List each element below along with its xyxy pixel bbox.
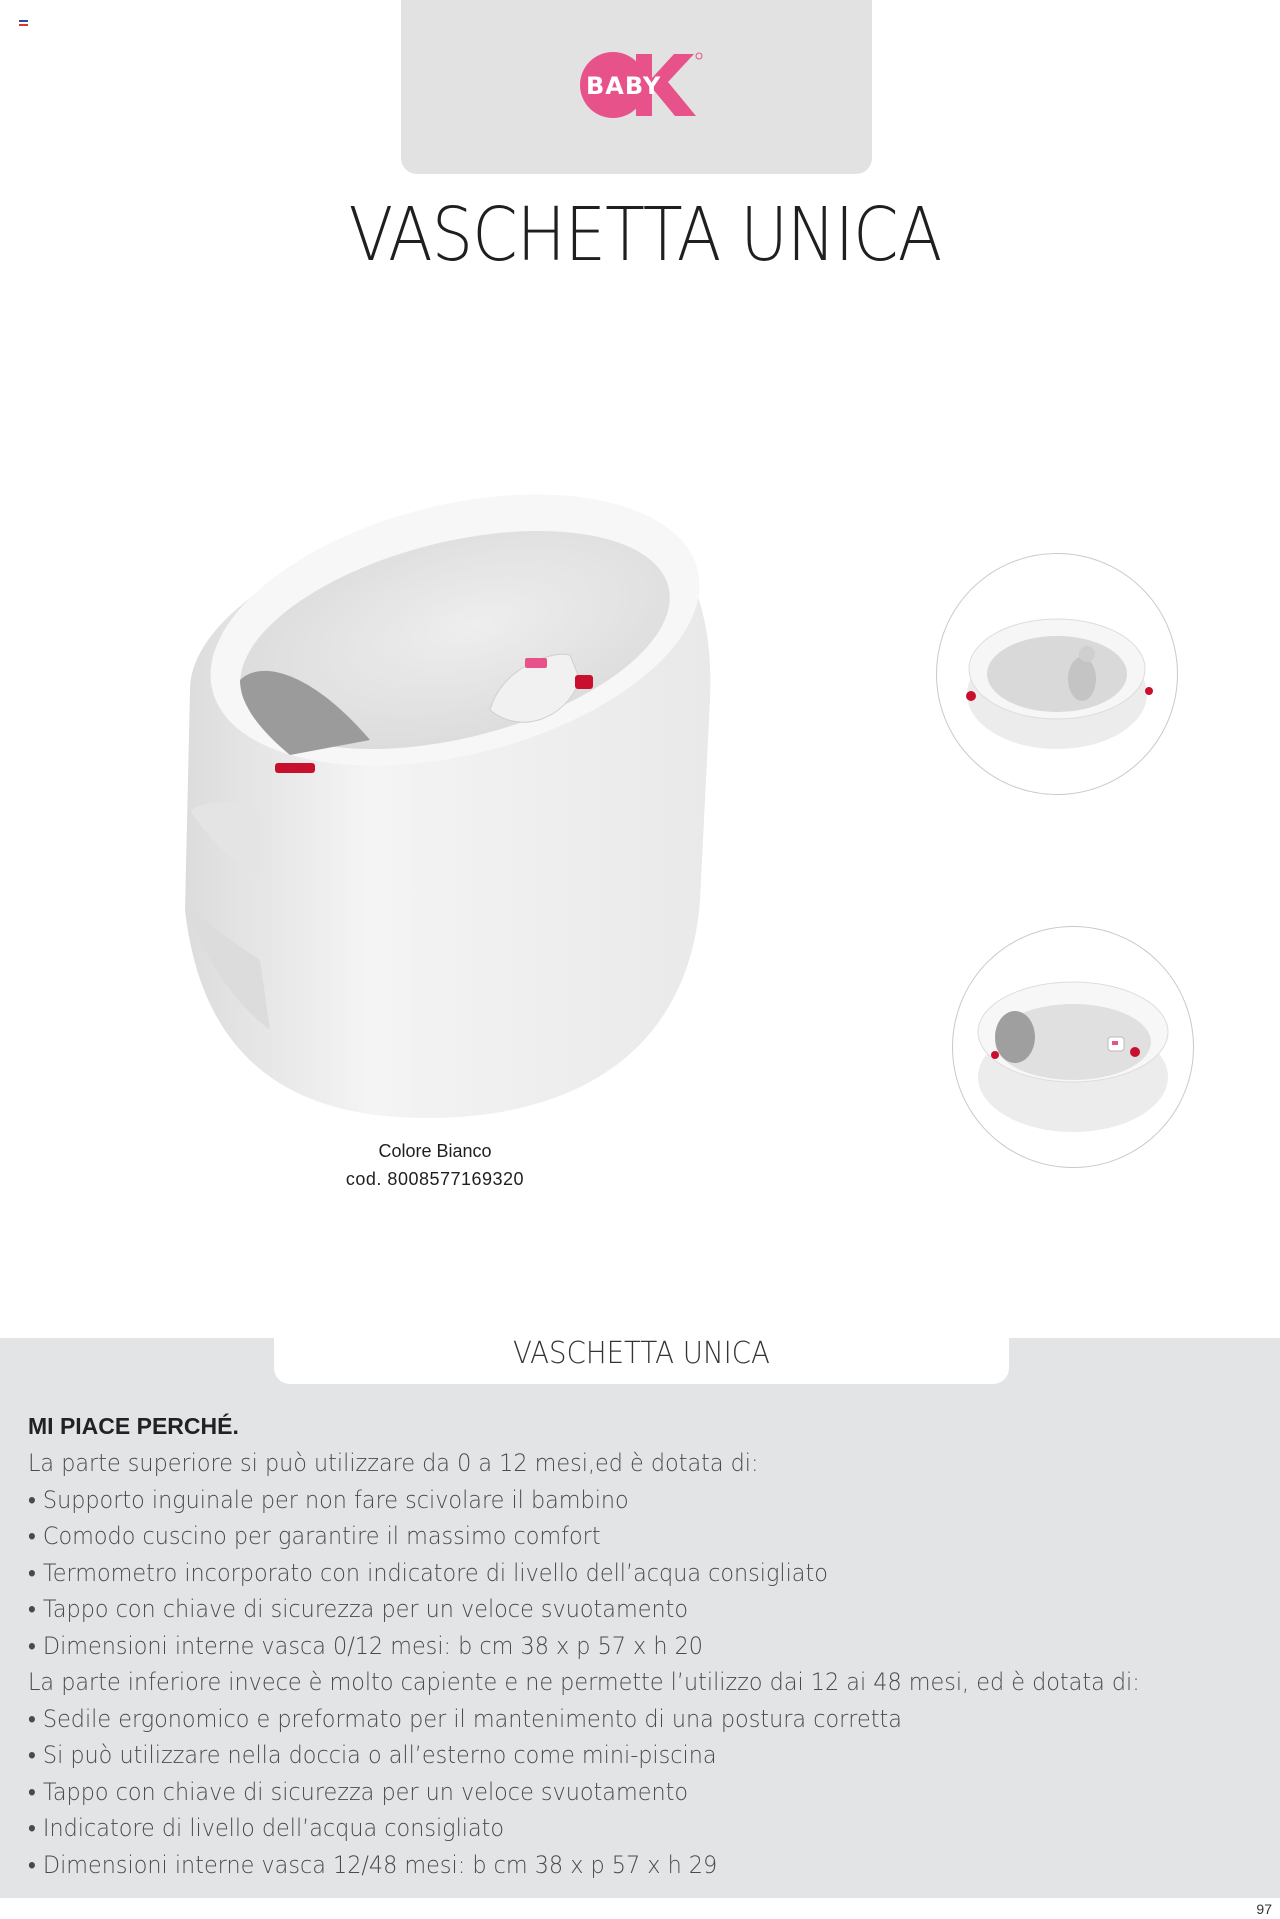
description-line: La parte superiore si può utilizzare da 0 a 12 mesi,ed è dotata di: [28, 1449, 759, 1477]
description-line: • Sedile ergonomico e preformato per il mantenimento di una postura corretta [28, 1704, 902, 1733]
description-line: • Tappo con chiave di sicurezza per un veloce svuotamento [28, 1777, 689, 1806]
description-line: • Termometro incorporato con indicatore di livello dell’acqua consigliato [28, 1558, 828, 1587]
product-image-main [170, 480, 730, 1120]
product-image-thumb-side [952, 926, 1194, 1168]
description-heading: MI PIACE PERCHÉ. [28, 1413, 239, 1439]
logo-text: BABY [586, 72, 662, 100]
product-image-thumb-top [936, 553, 1178, 795]
caption-code: cod. 8008577169320 [345, 1169, 525, 1189]
logo-header [401, 0, 872, 174]
description-line: • Tappo con chiave di sicurezza per un veloce svuotamento [28, 1595, 689, 1623]
description-line: • Supporto inguinale per non fare scivolare il bambino [28, 1485, 629, 1514]
description [28, 1407, 1258, 1883]
page-title: VASCHETTA UNICA [348, 192, 942, 278]
description-line: • Indicatore di livello dell’acqua consigliato [28, 1814, 505, 1842]
description-line: • Si può utilizzare nella doccia o all’esterno come mini-piscina [28, 1741, 717, 1769]
description-line: • Comodo cuscino per garantire il massimo comfort [28, 1522, 601, 1550]
ok-baby-logo [578, 50, 708, 120]
caption-color: Colore Bianco [378, 1141, 492, 1161]
page-number: 97 [1256, 1901, 1272, 1917]
description-line: La parte inferiore invece è molto capiente e ne permette l’utilizzo dai 12 ai 48 mesi, ed è dotata di: [28, 1668, 1140, 1696]
description-line: • Dimensioni interne vasca 12/48 mesi: b cm 38 x p 57 x h 29 [28, 1850, 718, 1879]
panel-title: VASCHETTA UNICA [513, 1336, 770, 1371]
description-line: • Dimensioni interne vasca 0/12 mesi: b cm 38 x p 57 x h 20 [28, 1631, 704, 1660]
product-caption [330, 1137, 540, 1193]
flag-icon [19, 20, 28, 26]
